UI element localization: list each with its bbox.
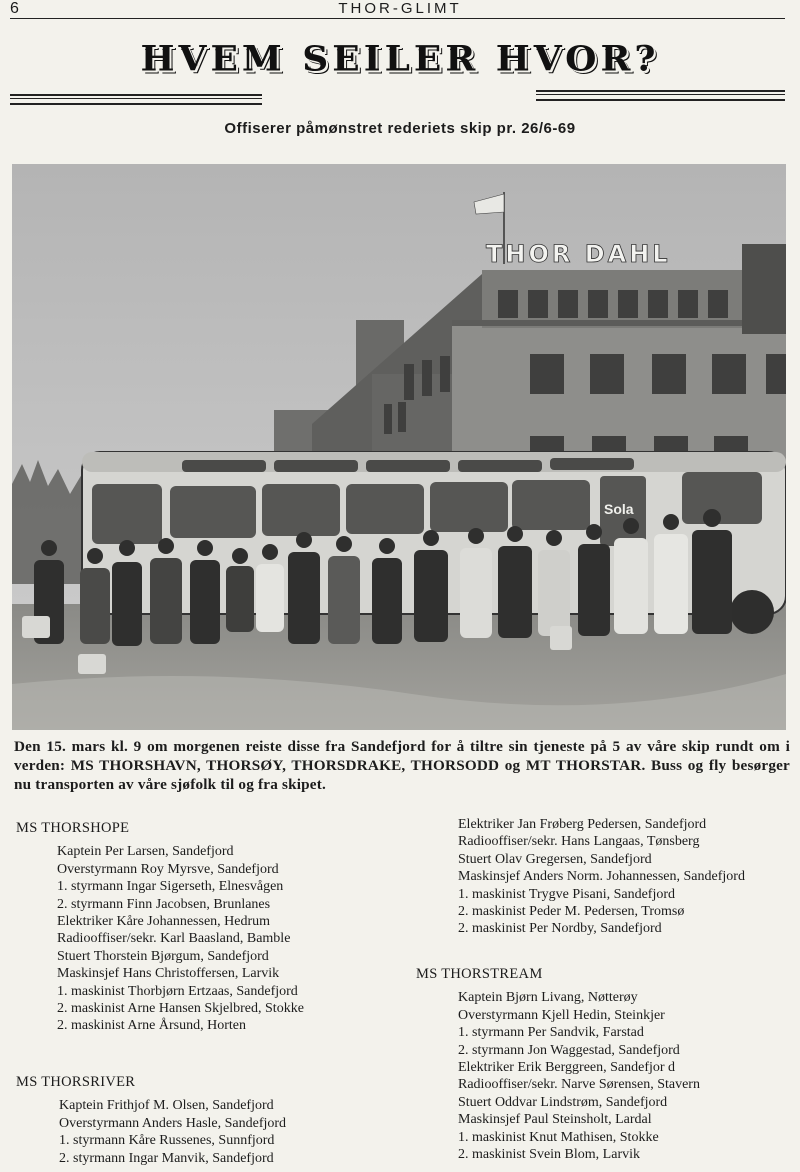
title-rule-left	[10, 94, 262, 105]
article-subtitle: Offiserer påmønstret rederiets skip pr. 26/6-69	[224, 120, 576, 137]
crew-line: Overstyrmann Anders Hasle, Sandefjord	[59, 1115, 287, 1131]
ship-name: MS THORSTREAM	[416, 966, 543, 982]
group-photo	[12, 164, 786, 730]
crew-line: Maskinsjef Anders Norm. Johannessen, Sandefjord	[458, 869, 745, 885]
page-number: 6	[10, 0, 19, 17]
article-title: HVEM SEILER HVOR?	[140, 39, 660, 79]
crew-line: 1. maskinist Thorbjørn Ertzaas, Sandefjord	[57, 983, 298, 999]
crew-line: Stuert Olav Gregersen, Sandefjord	[458, 851, 652, 867]
crew-line: Elektriker Jan Frøberg Pedersen, Sandefjord	[458, 817, 707, 832]
crew-line: 2. maskinist Arne Hansen Skjelbred, Stokke	[57, 1001, 304, 1017]
crew-line: Elektriker Erik Berggreen, Sandefjor d	[458, 1060, 676, 1076]
ship-name: MS THORSHOPE	[16, 820, 130, 836]
ship-name: MS THORSRIVER	[16, 1074, 136, 1090]
crew-line: Radiooffiser/sekr. Hans Langaas, Tønsberg	[458, 834, 700, 850]
crew-line: Radiooffiser/sekr. Narve Sørensen, Stavern	[458, 1077, 700, 1093]
crew-line: 1. maskinist Trygve Pisani, Sandefjord	[458, 886, 676, 902]
crew-line: 1. maskinist Knut Mathisen, Stokke	[458, 1129, 659, 1145]
crew-line: 1. styrmann Kåre Russenes, Sunnfjord	[59, 1133, 275, 1149]
top-rule	[10, 18, 785, 19]
crew-line: 2. maskinist Peder M. Pedersen, Tromsø	[458, 904, 685, 920]
crew-line: Elektriker Kåre Johannessen, Hedrum	[57, 914, 271, 930]
crew-line: 2. styrmann Finn Jacobsen, Brunlanes	[57, 896, 271, 912]
crew-line: 2. maskinist Per Nordby, Sandefjord	[458, 921, 662, 937]
crew-line: Maskinsjef Paul Steinsholt, Lardal	[458, 1112, 652, 1128]
crew-line: 2. styrmann Jon Waggestad, Sandefjord	[458, 1042, 680, 1058]
running-title: THOR-GLIMT	[338, 0, 462, 17]
ship-section-thorsriver	[16, 1074, 286, 1167]
crew-line: Kaptein Frithjof M. Olsen, Sandefjord	[59, 1098, 274, 1114]
crew-line: Radiooffiser/sekr. Karl Baasland, Bamble	[57, 931, 291, 947]
crew-line: 1. styrmann Per Sandvik, Farstad	[458, 1025, 644, 1041]
rooftop-sign: THOR DAHL	[486, 240, 671, 268]
crew-line: 1. styrmann Ingar Sigerseth, Elnesvågen	[57, 879, 284, 895]
ship-section-thorstream	[416, 966, 700, 1163]
crew-line: Kaptein Per Larsen, Sandefjord	[57, 844, 234, 860]
crew-line: Kaptein Bjørn Livang, Nøtterøy	[458, 990, 638, 1006]
crew-line: Maskinsjef Hans Christoffersen, Larvik	[57, 966, 280, 982]
bus-destination-sign: Sola	[604, 501, 634, 517]
crew-line: 2. maskinist Svein Blom, Larvik	[458, 1147, 640, 1163]
crew-line: 2. styrmann Ingar Manvik, Sandefjord	[59, 1150, 274, 1166]
crew-line: Overstyrmann Roy Myrsve, Sandefjord	[57, 861, 279, 877]
crew-line: Overstyrmann Kjell Hedin, Steinkjer	[458, 1007, 665, 1023]
crew-line: 2. maskinist Arne Årsund, Horten	[57, 1018, 246, 1034]
crew-line: Stuert Oddvar Lindstrøm, Sandefjord	[458, 1094, 668, 1110]
photo-caption: Den 15. mars kl. 9 om morgenen reiste disse fra Sandefjord for å tiltre sin tjeneste på 5 av våre skip rundt om i verden: MS THORSHAVN, THORSØY, THORSDRAKE, THORSODD og MT THORSTAR. Buss og fly besørger nu transporten av våre sjøfolk til og fra skipet.	[14, 738, 790, 793]
ship-section-continued	[458, 816, 745, 938]
crew-line: Stuert Thorstein Bjørgum, Sandefjord	[57, 948, 269, 964]
ship-section-thorshope	[16, 820, 304, 1035]
title-rule-right	[536, 90, 785, 101]
